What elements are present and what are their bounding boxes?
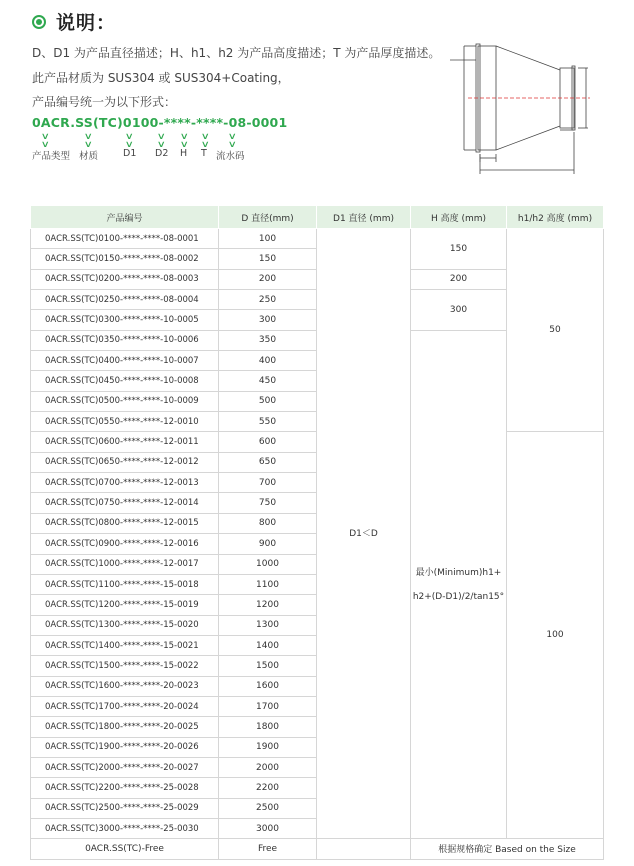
- h-formula-line-1: 最小(Minimum)h1+: [415, 567, 502, 578]
- row-code: 0ACR.SS(TC)0600-****-****-12-0011: [31, 432, 219, 452]
- chevron-down-icon: ∨ ∨: [179, 132, 189, 150]
- row-d: 300: [219, 310, 317, 330]
- section-header: [32, 8, 116, 35]
- row-code: 0ACR.SS(TC)0550-****-****-12-0010: [31, 412, 219, 432]
- description-line-3: 产品编号统一为以下形式：: [32, 95, 177, 109]
- h-formula-cell: [411, 330, 507, 839]
- row-d: 800: [219, 513, 317, 533]
- row-d: 1400: [219, 635, 317, 655]
- table-header-row: [31, 206, 604, 229]
- code-format: 0ACR.SS(TC)0100-****-****-08-0001: [32, 115, 288, 130]
- h12-cell: 50: [507, 229, 604, 432]
- col-header-d: D 直径(mm): [219, 206, 317, 229]
- row-code: 0ACR.SS(TC)1700-****-****-20-0024: [31, 696, 219, 716]
- col-header-d1: D1 直径 (mm): [317, 206, 411, 229]
- row-d: 550: [219, 412, 317, 432]
- row-d: 100: [219, 229, 317, 249]
- row-d: 1800: [219, 717, 317, 737]
- row-code: 0ACR.SS(TC)0650-****-****-12-0012: [31, 452, 219, 472]
- row-code: 0ACR.SS(TC)1800-****-****-20-0025: [31, 717, 219, 737]
- code-label-type: 产品类型: [32, 151, 71, 162]
- code-label-t: T: [201, 148, 207, 159]
- code-label-d1: D1: [123, 148, 137, 159]
- row-d: 600: [219, 432, 317, 452]
- row-code: 0ACR.SS(TC)1100-****-****-15-0018: [31, 574, 219, 594]
- chevron-down-icon: ∨ ∨: [200, 132, 210, 150]
- row-code: 0ACR.SS(TC)0500-****-****-10-0009: [31, 391, 219, 411]
- table-row: [31, 229, 604, 249]
- row-code: 0ACR.SS(TC)0200-****-****-08-0003: [31, 269, 219, 289]
- row-d: 1600: [219, 676, 317, 696]
- row-d: 1700: [219, 696, 317, 716]
- chevron-down-icon: ∨ ∨: [40, 132, 50, 150]
- code-label-serial: 流水码: [216, 151, 245, 162]
- row-code: 0ACR.SS(TC)1300-****-****-15-0020: [31, 615, 219, 635]
- row-code: 0ACR.SS(TC)2200-****-****-25-0028: [31, 778, 219, 798]
- free-code: 0ACR.SS(TC)-Free: [31, 839, 219, 859]
- radio-bullet-icon: [32, 15, 46, 29]
- h-cell: 200: [411, 269, 507, 289]
- product-table: [30, 205, 604, 860]
- row-d: 900: [219, 534, 317, 554]
- row-d: 450: [219, 371, 317, 391]
- free-row: [31, 839, 604, 859]
- row-d: 2000: [219, 757, 317, 777]
- row-code: 0ACR.SS(TC)0750-****-****-12-0014: [31, 493, 219, 513]
- chevron-down-icon: ∨ ∨: [124, 132, 134, 150]
- row-d: 700: [219, 473, 317, 493]
- row-code: 0ACR.SS(TC)3000-****-****-25-0030: [31, 818, 219, 838]
- row-code: 0ACR.SS(TC)1200-****-****-15-0019: [31, 595, 219, 615]
- row-code: 0ACR.SS(TC)2000-****-****-20-0027: [31, 757, 219, 777]
- row-code: 0ACR.SS(TC)0250-****-****-08-0004: [31, 290, 219, 310]
- d1-merged-cell: D1＜D: [317, 229, 411, 839]
- col-header-code: 产品编号: [31, 206, 219, 229]
- row-d: 1000: [219, 554, 317, 574]
- row-code: 0ACR.SS(TC)0400-****-****-10-0007: [31, 351, 219, 371]
- code-label-d2: D2: [155, 148, 169, 159]
- row-code: 0ACR.SS(TC)0450-****-****-10-0008: [31, 371, 219, 391]
- row-d: 3000: [219, 818, 317, 838]
- description-line-2: 此产品材质为 SUS304 或 SUS304+Coating，: [32, 71, 290, 85]
- row-code: 0ACR.SS(TC)1000-****-****-12-0017: [31, 554, 219, 574]
- row-d: 1200: [219, 595, 317, 615]
- row-code: 0ACR.SS(TC)2500-****-****-25-0029: [31, 798, 219, 818]
- row-d: 1300: [219, 615, 317, 635]
- row-code: 0ACR.SS(TC)0900-****-****-12-0016: [31, 534, 219, 554]
- row-code: 0ACR.SS(TC)0150-****-****-08-0002: [31, 249, 219, 269]
- row-code: 0ACR.SS(TC)1400-****-****-15-0021: [31, 635, 219, 655]
- row-d: 1500: [219, 656, 317, 676]
- chevron-down-icon: ∨ ∨: [83, 132, 93, 150]
- row-code: 0ACR.SS(TC)1900-****-****-20-0026: [31, 737, 219, 757]
- h-cell: 300: [411, 290, 507, 331]
- row-code: 0ACR.SS(TC)0800-****-****-12-0015: [31, 513, 219, 533]
- row-d: 150: [219, 249, 317, 269]
- description-line-1: D、D1 为产品直径描述；H、h1、h2 为产品高度描述；T 为产品厚度描述。: [32, 46, 441, 60]
- row-d: 250: [219, 290, 317, 310]
- h-formula-line-2: h2+(D-D1)/2/tan15°: [412, 591, 505, 602]
- row-d: 2200: [219, 778, 317, 798]
- row-d: 350: [219, 330, 317, 350]
- row-d: 400: [219, 351, 317, 371]
- section-title: 说明：: [56, 12, 117, 34]
- reducer-drawing: [450, 32, 610, 177]
- row-code: 0ACR.SS(TC)1500-****-****-15-0022: [31, 656, 219, 676]
- col-header-h: H 高度 (mm): [411, 206, 507, 229]
- free-note: 根据规格确定 Based on the Size: [411, 839, 604, 859]
- row-d: 650: [219, 452, 317, 472]
- col-header-h12: h1/h2 高度 (mm): [507, 206, 604, 229]
- row-d: 500: [219, 391, 317, 411]
- row-d: 750: [219, 493, 317, 513]
- h-cell: 150: [411, 229, 507, 270]
- free-d: Free: [219, 839, 317, 859]
- row-d: 1900: [219, 737, 317, 757]
- free-d1-empty: [317, 839, 411, 859]
- chevron-down-icon: ∨ ∨: [227, 132, 237, 150]
- row-code: 0ACR.SS(TC)1600-****-****-20-0023: [31, 676, 219, 696]
- row-d: 200: [219, 269, 317, 289]
- row-code: 0ACR.SS(TC)0300-****-****-10-0005: [31, 310, 219, 330]
- code-label-material: 材质: [79, 151, 99, 162]
- code-label-h: H: [180, 148, 188, 159]
- chevron-down-icon: ∨ ∨: [156, 132, 166, 150]
- h12-cell: 100: [507, 432, 604, 839]
- row-d: 1100: [219, 574, 317, 594]
- row-d: 2500: [219, 798, 317, 818]
- row-code: 0ACR.SS(TC)0700-****-****-12-0013: [31, 473, 219, 493]
- row-code: 0ACR.SS(TC)0350-****-****-10-0006: [31, 330, 219, 350]
- row-code: 0ACR.SS(TC)0100-****-****-08-0001: [31, 229, 219, 249]
